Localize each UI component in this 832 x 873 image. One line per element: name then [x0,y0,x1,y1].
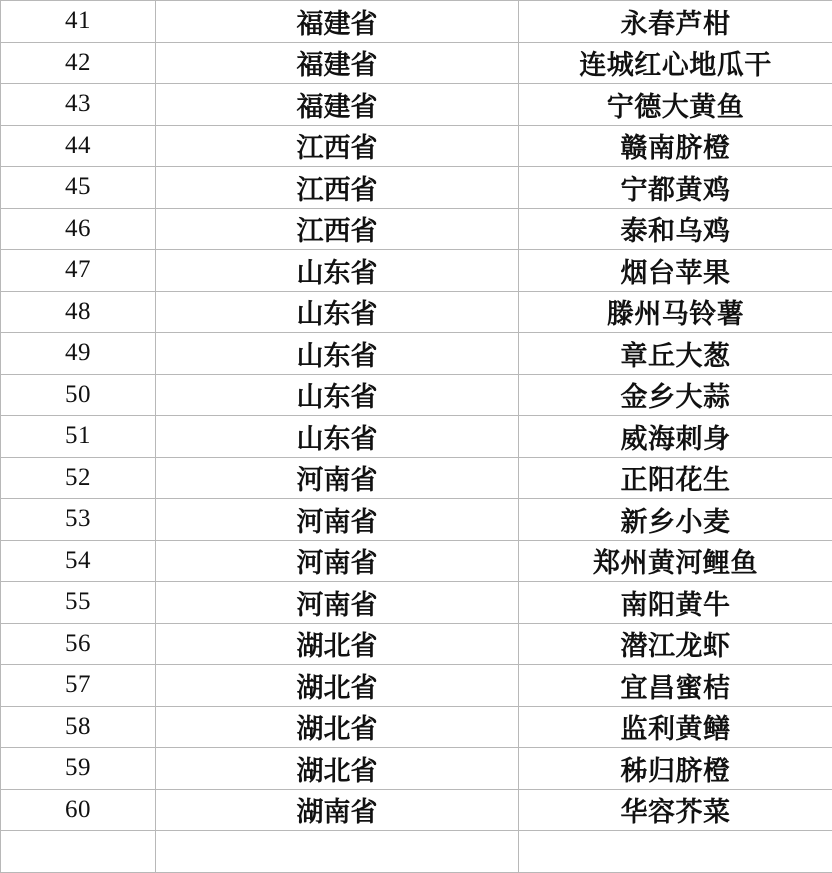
cell-index[interactable]: 55 [1,582,156,624]
cell-province[interactable]: 江西省 [156,167,519,209]
cell-index[interactable]: 41 [1,1,156,43]
cell-index[interactable]: 42 [1,42,156,84]
table-row[interactable] [1,1,832,43]
cell-index[interactable]: 57 [1,665,156,707]
cell-province[interactable]: 江西省 [156,208,519,250]
cell-province[interactable]: 山东省 [156,374,519,416]
cell-province[interactable]: 河南省 [156,582,519,624]
table-row[interactable] [1,706,832,748]
cell-index[interactable]: 51 [1,416,156,458]
cell-product[interactable]: 宜昌蜜桔 [519,665,832,707]
cell-province[interactable]: 福建省 [156,42,519,84]
cell-province[interactable]: 福建省 [156,84,519,126]
cell-product[interactable]: 宁都黄鸡 [519,167,832,209]
cell-product[interactable]: 章丘大葱 [519,333,832,375]
table-body [1,1,832,873]
cell-product[interactable] [519,831,832,873]
cell-product[interactable]: 南阳黄牛 [519,582,832,624]
cell-product[interactable]: 金乡大蒜 [519,374,832,416]
cell-index[interactable]: 43 [1,84,156,126]
cell-product[interactable]: 宁德大黄鱼 [519,84,832,126]
table-row[interactable] [1,582,832,624]
table-row[interactable] [1,499,832,541]
table-row[interactable] [1,789,832,831]
cell-index[interactable]: 59 [1,748,156,790]
cell-province[interactable] [156,831,519,873]
cell-index[interactable]: 52 [1,457,156,499]
cell-product[interactable]: 潜江龙虾 [519,623,832,665]
table-row[interactable] [1,374,832,416]
cell-index[interactable]: 44 [1,125,156,167]
cell-province[interactable]: 湖北省 [156,623,519,665]
table-row[interactable] [1,333,832,375]
cell-province[interactable]: 河南省 [156,540,519,582]
cell-product[interactable]: 威海刺身 [519,416,832,458]
cell-index[interactable]: 53 [1,499,156,541]
cell-index[interactable]: 60 [1,789,156,831]
cell-product[interactable]: 监利黄鳝 [519,706,832,748]
table-row[interactable] [1,540,832,582]
cell-index[interactable]: 46 [1,208,156,250]
cell-product[interactable]: 新乡小麦 [519,499,832,541]
cell-product[interactable]: 永春芦柑 [519,1,832,43]
cell-index[interactable]: 50 [1,374,156,416]
cell-province[interactable]: 江西省 [156,125,519,167]
table-row[interactable] [1,167,832,209]
table-row[interactable] [1,84,832,126]
cell-province[interactable]: 湖北省 [156,748,519,790]
cell-index[interactable]: 48 [1,291,156,333]
cell-index[interactable]: 45 [1,167,156,209]
cell-index[interactable]: 54 [1,540,156,582]
table-row[interactable] [1,457,832,499]
cell-product[interactable]: 赣南脐橙 [519,125,832,167]
table-row[interactable] [1,250,832,292]
cell-product[interactable]: 华容芥菜 [519,789,832,831]
cell-product[interactable]: 烟台苹果 [519,250,832,292]
cell-province[interactable]: 山东省 [156,291,519,333]
table-row[interactable] [1,665,832,707]
table-row[interactable] [1,748,832,790]
cell-province[interactable]: 湖南省 [156,789,519,831]
cell-province[interactable]: 河南省 [156,499,519,541]
table-row[interactable] [1,291,832,333]
cell-product[interactable]: 泰和乌鸡 [519,208,832,250]
cell-index[interactable]: 47 [1,250,156,292]
cell-province[interactable]: 山东省 [156,333,519,375]
cell-product[interactable]: 连城红心地瓜干 [519,42,832,84]
cell-product[interactable]: 正阳花生 [519,457,832,499]
table-row[interactable] [1,208,832,250]
cell-product[interactable]: 滕州马铃薯 [519,291,832,333]
cell-index[interactable]: 58 [1,706,156,748]
cell-province[interactable]: 河南省 [156,457,519,499]
cell-product[interactable]: 郑州黄河鲤鱼 [519,540,832,582]
cell-index[interactable] [1,831,156,873]
cell-province[interactable]: 山东省 [156,250,519,292]
cell-province[interactable]: 山东省 [156,416,519,458]
cell-province[interactable]: 湖北省 [156,706,519,748]
table-row[interactable] [1,125,832,167]
table-row[interactable] [1,42,832,84]
table-row-partial[interactable] [1,831,832,873]
cell-province[interactable]: 福建省 [156,1,519,43]
table-row[interactable] [1,623,832,665]
cell-province[interactable]: 湖北省 [156,665,519,707]
table-row[interactable] [1,416,832,458]
cell-index[interactable]: 56 [1,623,156,665]
cell-index[interactable]: 49 [1,333,156,375]
cell-product[interactable]: 秭归脐橙 [519,748,832,790]
